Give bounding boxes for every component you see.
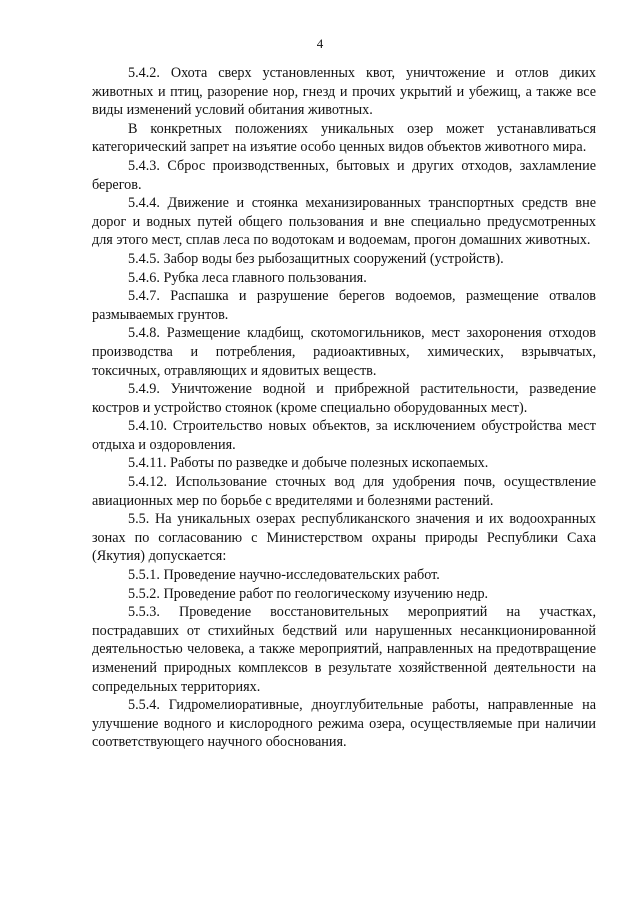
paragraph-5-5-1: 5.5.1. Проведение научно-исследовательских работ. [128, 567, 440, 584]
document-body [92, 64, 596, 752]
paragraph-5-4-2: 5.4.2. Охота сверх установленных квот, уничтожение и отлов диких животных и птиц, разорение нор, гнезд и прочих укрытий и убежищ, а также все виды изменений условий обитания животных. [92, 65, 596, 119]
paragraph-5-5-3: 5.5.3. Проведение восстановительных мероприятий на участках, пострадавших от стихийных бедствий или нарушенных несанкционированной деятельностью человека, а также мероприятий, направленных на предотвращение изменений природных комплексов в результате хозяйственной деятельности на сопредельных территориях. [92, 604, 596, 695]
paragraph-5-4-9: 5.4.9. Уничтожение водной и прибрежной растительности, разведение костров и устройство стоянок (кроме специально оборудованных мест). [92, 381, 596, 416]
paragraph-5-5: 5.5. На уникальных озерах республиканского значения и их водоохранных зонах по согласованию с Министерством охраны природы Республики Саха (Якутия) допускается: [92, 511, 596, 565]
page-number: 4 [316, 36, 324, 51]
paragraph-5-4-3: 5.4.3. Сброс производственных, бытовых и других отходов, захламление берегов. [92, 157, 596, 193]
paragraph-5-4-10: 5.4.10. Строительство новых объектов, за исключением обустройства мест отдыха и оздоровления. [92, 418, 596, 453]
paragraph-5-4-4: 5.4.4. Движение и стоянка механизированных транспортных средств вне дорог и водных путей общего пользования и вне специально предусмотренных для этого мест, сплав леса по водотокам и водоемам, прогон домашних животных. [92, 195, 596, 249]
paragraph-5-4-11: 5.4.11. Работы по разведке и добыче полезных ископаемых. [128, 455, 489, 472]
paragraph-5-5-2: 5.5.2. Проведение работ по геологическому изучению недр. [128, 585, 489, 602]
paragraph-5-4-5: 5.4.5. Забор воды без рыбозащитных сооружений (устройств). [128, 250, 504, 267]
paragraph-5-4-12: 5.4.12. Использование сточных вод для удобрения почв, осуществление авиационных мер по борьбе с вредителями и болезнями растений. [92, 474, 596, 509]
paragraph-5-4-6: 5.4.6. Рубка леса главного пользования. [128, 269, 367, 286]
paragraph-special-prohibition: В конкретных положениях уникальных озер может устанавливаться категорический запрет на изъятие особо ценных видов объектов животного мира. [92, 120, 596, 156]
paragraph-5-4-7: 5.4.7. Распашка и разрушение берегов водоемов, размещение отвалов размываемых грунтов. [92, 288, 596, 323]
paragraph-5-5-4: 5.5.4. Гидромелиоративные, дноуглубительные работы, направленные на улучшение водного и кислородного режима озера, осуществляемые при наличии соответствующего научного обоснования. [92, 697, 596, 751]
paragraph-5-4-8: 5.4.8. Размещение кладбищ, скотомогильников, мест захоронения отходов производства и потребления, радиоактивных, химических, взрывчатых, токсичных, отравляющих и ядовитых веществ. [92, 325, 596, 379]
